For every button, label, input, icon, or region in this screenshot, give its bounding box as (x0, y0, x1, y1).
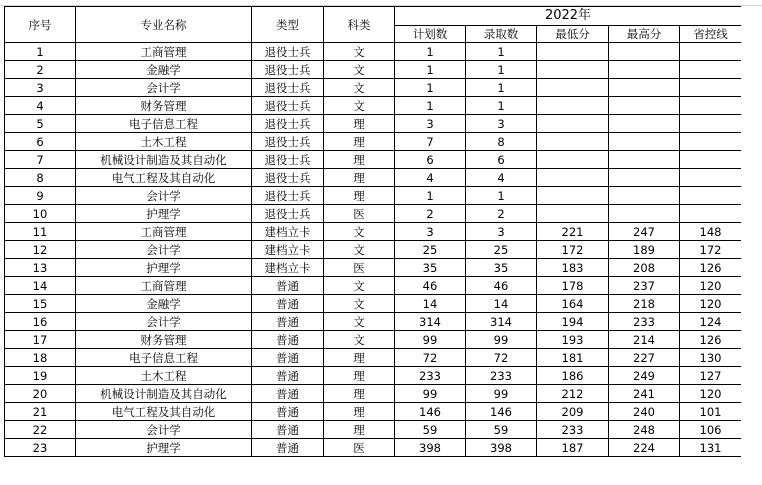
cell-category: 文 (324, 241, 395, 259)
cell-seq: 2 (5, 61, 76, 79)
cell-plan: 72 (395, 349, 466, 367)
cell-category: 文 (324, 97, 395, 115)
cell-control: 148 (680, 223, 742, 241)
cell-category: 文 (324, 79, 395, 97)
cell-seq: 20 (5, 385, 76, 403)
cell-max: 233 (609, 313, 680, 331)
cell-plan: 1 (395, 187, 466, 205)
cell-control: 130 (680, 349, 742, 367)
cell-major: 土木工程 (76, 367, 252, 385)
cell-control: 131 (680, 439, 742, 457)
cell-plan: 25 (395, 241, 466, 259)
cell-type: 退役士兵 (252, 79, 324, 97)
cell-plan: 35 (395, 259, 466, 277)
cell-max: 241 (609, 385, 680, 403)
cell-type: 普通 (252, 439, 324, 457)
cell-max: 240 (609, 403, 680, 421)
cell-max: 227 (609, 349, 680, 367)
cell-type: 退役士兵 (252, 115, 324, 133)
cell-control: 127 (680, 367, 742, 385)
table-body (5, 43, 742, 457)
cell-category: 理 (324, 367, 395, 385)
cell-category: 理 (324, 151, 395, 169)
cell-control: 120 (680, 295, 742, 313)
table-row (5, 259, 742, 277)
cell-plan: 1 (395, 61, 466, 79)
header-min: 最低分 (537, 26, 609, 43)
cell-seq: 21 (5, 403, 76, 421)
cell-plan: 146 (395, 403, 466, 421)
cell-category: 文 (324, 331, 395, 349)
cell-admitted: 4 (466, 169, 537, 187)
cell-plan: 59 (395, 421, 466, 439)
cell-type: 退役士兵 (252, 97, 324, 115)
cell-admitted: 1 (466, 187, 537, 205)
admission-table (4, 6, 742, 457)
right-blank-area (741, 6, 762, 485)
cell-admitted: 6 (466, 151, 537, 169)
table-row (5, 169, 742, 187)
cell-min (537, 205, 609, 223)
table-row (5, 133, 742, 151)
cell-major: 机械设计制造及其自动化 (76, 385, 252, 403)
cell-seq: 14 (5, 277, 76, 295)
cell-major: 会计学 (76, 241, 252, 259)
header-major: 专业名称 (76, 7, 252, 43)
cell-type: 普通 (252, 295, 324, 313)
cell-major: 工商管理 (76, 223, 252, 241)
cell-plan: 314 (395, 313, 466, 331)
cell-seq: 17 (5, 331, 76, 349)
cell-max (609, 187, 680, 205)
cell-max: 218 (609, 295, 680, 313)
cell-category: 理 (324, 349, 395, 367)
cell-seq: 8 (5, 169, 76, 187)
cell-plan: 1 (395, 97, 466, 115)
cell-min (537, 61, 609, 79)
cell-admitted: 99 (466, 331, 537, 349)
cell-min (537, 151, 609, 169)
cell-admitted: 233 (466, 367, 537, 385)
header-type: 类型 (252, 7, 324, 43)
cell-control (680, 151, 742, 169)
cell-seq: 3 (5, 79, 76, 97)
table-row (5, 43, 742, 61)
cell-type: 普通 (252, 367, 324, 385)
cell-category: 医 (324, 439, 395, 457)
cell-type: 退役士兵 (252, 205, 324, 223)
cell-max (609, 169, 680, 187)
cell-major: 护理学 (76, 439, 252, 457)
cell-type: 普通 (252, 331, 324, 349)
cell-major: 会计学 (76, 313, 252, 331)
cell-admitted: 35 (466, 259, 537, 277)
cell-min: 194 (537, 313, 609, 331)
cell-seq: 7 (5, 151, 76, 169)
cell-major: 机械设计制造及其自动化 (76, 151, 252, 169)
cell-min (537, 79, 609, 97)
cell-category: 理 (324, 169, 395, 187)
cell-type: 建档立卡 (252, 223, 324, 241)
cell-seq: 4 (5, 97, 76, 115)
header-admitted: 录取数 (466, 26, 537, 43)
cell-category: 医 (324, 205, 395, 223)
cell-type: 退役士兵 (252, 43, 324, 61)
cell-min: 209 (537, 403, 609, 421)
cell-control: 106 (680, 421, 742, 439)
cell-min: 172 (537, 241, 609, 259)
cell-control: 126 (680, 331, 742, 349)
cell-seq: 12 (5, 241, 76, 259)
cell-admitted: 1 (466, 79, 537, 97)
cell-admitted: 72 (466, 349, 537, 367)
table-row (5, 295, 742, 313)
table-row (5, 439, 742, 457)
cell-max: 248 (609, 421, 680, 439)
cell-admitted: 46 (466, 277, 537, 295)
cell-category: 文 (324, 295, 395, 313)
cell-major: 金融学 (76, 61, 252, 79)
table-row (5, 331, 742, 349)
cell-major: 金融学 (76, 295, 252, 313)
cell-plan: 14 (395, 295, 466, 313)
cell-plan: 3 (395, 115, 466, 133)
cell-max (609, 43, 680, 61)
header-year: 2022年 (395, 7, 742, 26)
table-row (5, 205, 742, 223)
cell-category: 理 (324, 115, 395, 133)
cell-seq: 1 (5, 43, 76, 61)
cell-control (680, 115, 742, 133)
cell-max: 249 (609, 367, 680, 385)
cell-type: 建档立卡 (252, 259, 324, 277)
cell-min (537, 115, 609, 133)
cell-control: 172 (680, 241, 742, 259)
cell-admitted: 146 (466, 403, 537, 421)
cell-seq: 11 (5, 223, 76, 241)
cell-category: 文 (324, 223, 395, 241)
cell-major: 会计学 (76, 79, 252, 97)
table-row (5, 187, 742, 205)
cell-seq: 6 (5, 133, 76, 151)
table-row (5, 349, 742, 367)
cell-max: 224 (609, 439, 680, 457)
table-row (5, 115, 742, 133)
cell-min: 186 (537, 367, 609, 385)
cell-type: 普通 (252, 277, 324, 295)
cell-seq: 19 (5, 367, 76, 385)
table-row (5, 367, 742, 385)
cell-min: 233 (537, 421, 609, 439)
table-row (5, 151, 742, 169)
cell-max (609, 205, 680, 223)
cell-max: 247 (609, 223, 680, 241)
cell-control: 126 (680, 259, 742, 277)
cell-category: 理 (324, 187, 395, 205)
cell-control (680, 97, 742, 115)
cell-max: 237 (609, 277, 680, 295)
cell-plan: 233 (395, 367, 466, 385)
cell-plan: 1 (395, 79, 466, 97)
header-row-1 (5, 7, 742, 26)
cell-plan: 99 (395, 385, 466, 403)
cell-plan: 99 (395, 331, 466, 349)
cell-major: 护理学 (76, 205, 252, 223)
header-seq: 序号 (5, 7, 76, 43)
cell-category: 理 (324, 403, 395, 421)
cell-admitted: 398 (466, 439, 537, 457)
cell-seq: 22 (5, 421, 76, 439)
cell-type: 普通 (252, 349, 324, 367)
cell-type: 退役士兵 (252, 61, 324, 79)
header-category: 科类 (324, 7, 395, 43)
cell-type: 退役士兵 (252, 169, 324, 187)
cell-max (609, 151, 680, 169)
cell-major: 电气工程及其自动化 (76, 169, 252, 187)
cell-min: 193 (537, 331, 609, 349)
table-row (5, 421, 742, 439)
cell-min (537, 97, 609, 115)
cell-admitted: 2 (466, 205, 537, 223)
cell-major: 电子信息工程 (76, 349, 252, 367)
cell-category: 理 (324, 421, 395, 439)
cell-category: 文 (324, 43, 395, 61)
cell-category: 文 (324, 61, 395, 79)
cell-plan: 4 (395, 169, 466, 187)
cell-seq: 16 (5, 313, 76, 331)
header-control: 省控线 (680, 26, 742, 43)
cell-admitted: 3 (466, 115, 537, 133)
table-row (5, 97, 742, 115)
cell-control: 124 (680, 313, 742, 331)
cell-type: 退役士兵 (252, 133, 324, 151)
cell-admitted: 1 (466, 61, 537, 79)
cell-type: 普通 (252, 421, 324, 439)
table-row (5, 277, 742, 295)
cell-admitted: 14 (466, 295, 537, 313)
cell-category: 理 (324, 133, 395, 151)
cell-min: 187 (537, 439, 609, 457)
cell-type: 普通 (252, 403, 324, 421)
cell-admitted: 1 (466, 43, 537, 61)
cell-max (609, 61, 680, 79)
cell-type: 退役士兵 (252, 187, 324, 205)
table-row (5, 241, 742, 259)
table-row (5, 223, 742, 241)
cell-admitted: 3 (466, 223, 537, 241)
cell-control: 120 (680, 277, 742, 295)
cell-seq: 9 (5, 187, 76, 205)
table-row (5, 79, 742, 97)
cell-control: 101 (680, 403, 742, 421)
cell-control: 120 (680, 385, 742, 403)
table-row (5, 403, 742, 421)
cell-major: 财务管理 (76, 331, 252, 349)
cell-max (609, 133, 680, 151)
cell-seq: 10 (5, 205, 76, 223)
cell-admitted: 99 (466, 385, 537, 403)
cell-seq: 5 (5, 115, 76, 133)
cell-type: 建档立卡 (252, 241, 324, 259)
cell-major: 土木工程 (76, 133, 252, 151)
cell-min (537, 187, 609, 205)
cell-control (680, 187, 742, 205)
cell-type: 普通 (252, 385, 324, 403)
cell-control (680, 133, 742, 151)
cell-admitted: 59 (466, 421, 537, 439)
table-row (5, 313, 742, 331)
header-max: 最高分 (609, 26, 680, 43)
cell-category: 理 (324, 385, 395, 403)
cell-min: 164 (537, 295, 609, 313)
cell-control (680, 43, 742, 61)
cell-major: 工商管理 (76, 43, 252, 61)
cell-seq: 15 (5, 295, 76, 313)
cell-control (680, 205, 742, 223)
cell-control (680, 61, 742, 79)
cell-category: 医 (324, 259, 395, 277)
cell-type: 普通 (252, 313, 324, 331)
cell-admitted: 25 (466, 241, 537, 259)
cell-major: 电气工程及其自动化 (76, 403, 252, 421)
cell-control (680, 169, 742, 187)
cell-min (537, 43, 609, 61)
cell-seq: 18 (5, 349, 76, 367)
cell-type: 退役士兵 (252, 151, 324, 169)
cell-admitted: 1 (466, 97, 537, 115)
cell-max (609, 115, 680, 133)
cell-max (609, 79, 680, 97)
table-row (5, 61, 742, 79)
cell-plan: 2 (395, 205, 466, 223)
cell-major: 财务管理 (76, 97, 252, 115)
cell-category: 文 (324, 313, 395, 331)
cell-min: 183 (537, 259, 609, 277)
cell-plan: 3 (395, 223, 466, 241)
cell-seq: 13 (5, 259, 76, 277)
cell-min (537, 169, 609, 187)
cell-min (537, 133, 609, 151)
cell-plan: 46 (395, 277, 466, 295)
cell-category: 文 (324, 277, 395, 295)
cell-major: 电子信息工程 (76, 115, 252, 133)
cell-max: 214 (609, 331, 680, 349)
cell-major: 护理学 (76, 259, 252, 277)
cell-min: 221 (537, 223, 609, 241)
cell-plan: 7 (395, 133, 466, 151)
cell-min: 212 (537, 385, 609, 403)
cell-min: 181 (537, 349, 609, 367)
cell-admitted: 8 (466, 133, 537, 151)
cell-major: 工商管理 (76, 277, 252, 295)
cell-plan: 398 (395, 439, 466, 457)
header-plan: 计划数 (395, 26, 466, 43)
cell-admitted: 314 (466, 313, 537, 331)
table-row (5, 385, 742, 403)
cell-major: 会计学 (76, 421, 252, 439)
cell-plan: 6 (395, 151, 466, 169)
cell-max: 208 (609, 259, 680, 277)
cell-control (680, 79, 742, 97)
cell-min: 178 (537, 277, 609, 295)
cell-plan: 1 (395, 43, 466, 61)
cell-max: 189 (609, 241, 680, 259)
cell-max (609, 97, 680, 115)
cell-seq: 23 (5, 439, 76, 457)
cell-major: 会计学 (76, 187, 252, 205)
